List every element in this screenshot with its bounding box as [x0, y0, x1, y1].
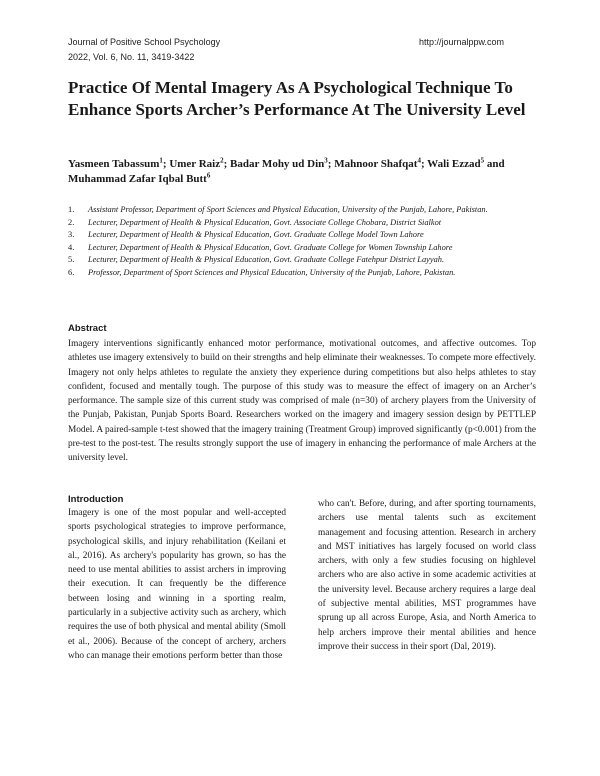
- author-affiliation-mark: 2: [220, 156, 224, 165]
- author-name: Muhammad Zafar Iqbal Butt: [68, 173, 207, 185]
- author-name: Umer Raiz: [169, 158, 221, 170]
- affiliation-number: 4.: [68, 242, 75, 252]
- affiliation-text: Lecturer, Department of Health & Physical Education, Govt. Graduate College Model Town Lahore: [88, 230, 424, 239]
- author-separator: ;: [223, 158, 231, 170]
- affiliation-item: [68, 254, 538, 267]
- affiliation-number: 5.: [68, 255, 75, 264]
- affiliation-item: [68, 229, 538, 242]
- affiliation-number: 1.: [68, 205, 75, 214]
- introduction-right-column: who can't. Before, during, and after sporting tournaments, archers use mental talents such as excitement management and focusing attention. Research in archery and MST initiatives has largely focused on world class archers, with only a few studies focusing on highlevel archers who are also active in some academic activities at the university level. Because archery requires a large deal of subjective mental abilities, MST programmes have sprung up all across Europe, Asia, and North America to help archers improve their mental abilities and hence improve their success in their sport (Dal, 2019).: [318, 499, 536, 652]
- affiliation-number: 2.: [68, 217, 75, 227]
- abstract-text: Imagery interventions significantly enhanced motor performance, motivational outcomes, and affective outcomes. Top athletes use imagery extensively to build on their strengths and help eliminate their weaknesses. To compete more effectively. Imagery not only helps athletes to regulate the anxiety they experience during competitions but also helps athletes to stay confident, focused and mentally tough. The purpose of this study was to measure the effect of imagery on an Archer’s performance. The sample size of this current study was comprised of male (n=30) of archery players from the University of the Punjab, Pakistan, Punjab Sports Board. Researchers worked on the imagery and imagery session design by PETTLEP Model. A paired-sample t-test showed that the imagery training (Treatment Group) improved significantly (p<0.001) from the pre-test to the post-test. The results strongly support the use of imagery in enhancing the performance of male Archers at the university level.: [68, 339, 536, 464]
- journal-name: Journal of Positive School Psychology: [68, 37, 221, 47]
- author-affiliation-mark: 4: [417, 156, 421, 165]
- affiliation-number: 6.: [68, 267, 75, 277]
- author-name: Mahnoor Shafqat: [334, 158, 418, 170]
- author-separator: and: [484, 158, 505, 170]
- affiliation-list: [68, 204, 538, 279]
- affiliation-text: Lecturer, Department of Health & Physical Education, Govt. Associate College Chobara, District Sialkot: [88, 217, 442, 227]
- affiliation-text: Assistant Professor, Department of Sport Sciences and Physical Education, University of the Punjab, Lahore, Pakistan.: [88, 205, 488, 214]
- author-separator: ;: [420, 158, 428, 170]
- author-affiliation-mark: 1: [159, 156, 163, 165]
- author-list: [68, 157, 538, 187]
- affiliation-text: Lecturer, Department of Health & Physical Education, Govt. Graduate College for Women Township Lahore: [88, 242, 453, 252]
- author-separator: ;: [327, 158, 335, 170]
- author-name: Wali Ezzad: [427, 158, 481, 170]
- journal-issue: 2022, Vol. 6, No. 11, 3419-3422: [68, 52, 195, 62]
- affiliation-item: [68, 204, 538, 217]
- introduction-heading: Introduction: [68, 494, 124, 505]
- author-separator: ;: [162, 158, 170, 170]
- affiliation-item: [68, 267, 538, 280]
- introduction-left-column: Imagery is one of the most popular and well-accepted sports psychological strategies to improve performance, psychological skills, and injury rehabilitation (Keilani et al., 2016). As archery's popularity has grown, so has the need to use mental abilities to assist archers in improving their execution. It can frequently be the difference between losing and winning in a sporting realm, particularly in a subjective activity such as archery, which requires the use of both physical and mental ability (Smoll et al., 2006). Because of the concept of archery, archers who can manage their emotions perform better than those: [68, 508, 286, 661]
- author-affiliation-mark: 5: [480, 156, 485, 165]
- author-affiliation-mark: 6: [206, 171, 211, 180]
- affiliation-number: 3.: [68, 230, 75, 239]
- abstract-heading: Abstract: [68, 323, 107, 334]
- author-affiliation-mark: 3: [324, 156, 328, 165]
- paper-title: Practice Of Mental Imagery As A Psychological Technique To Enhance Sports Archer’s Performance At The University Level: [68, 78, 526, 119]
- journal-url: http://journalppw.com: [419, 37, 505, 47]
- affiliation-item: [68, 242, 538, 255]
- author-name: Badar Mohy ud Din: [230, 158, 325, 170]
- affiliation-text: Professor, Department of Sport Sciences and Physical Education, University of the Punjab, Lahore, Pakistan.: [88, 267, 456, 277]
- author-name: Yasmeen Tabassum: [68, 158, 160, 170]
- affiliation-text: Lecturer, Department of Health & Physical Education, Govt. Graduate College Fatehpur District Layyah.: [88, 255, 445, 264]
- affiliation-item: [68, 217, 538, 230]
